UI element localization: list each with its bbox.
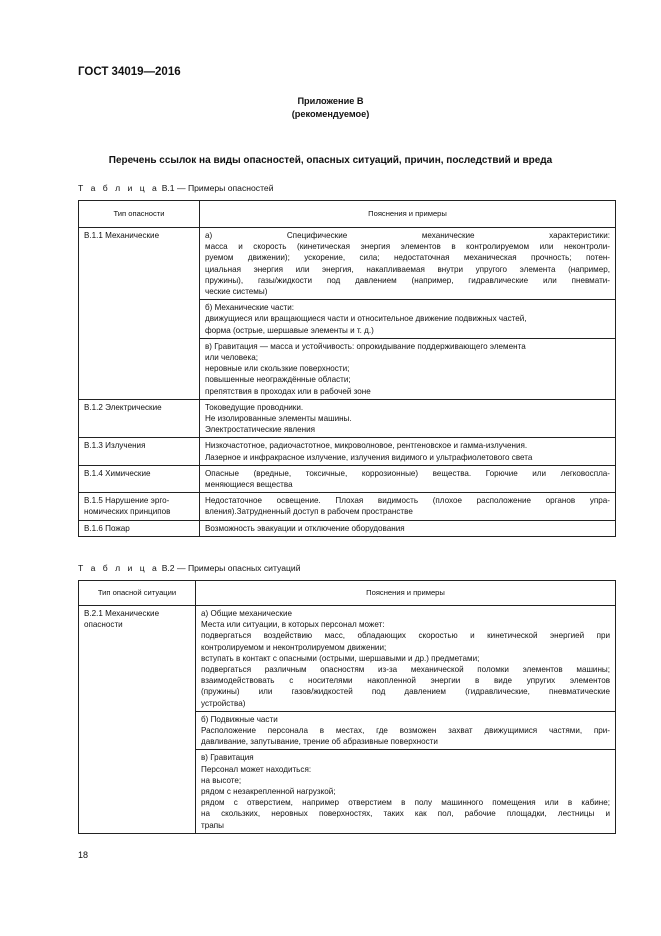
table1-caption-prefix: Т а б л и ц а xyxy=(78,183,160,193)
appendix-subtitle: (рекомендуемое) xyxy=(291,109,370,119)
main-title: Перечень ссылок на виды опасностей, опасных ситуаций, причин, последствий и вреда xyxy=(108,155,553,166)
table1-row-type: В.1.3 Излучения xyxy=(79,438,200,465)
table1-header-type: Тип опасности xyxy=(79,201,200,228)
table2-cell: а) Общие механические Места или ситуации, в которых персонал может: подвергаться воздействию масс, обладающих скоростью и кинетической энергией при контролируемом и неконтролируемом движении; вступать в контакт с опасными (острыми, шершавыми и др.) предметами; подвергаться различным опасностям из-за механической поломки элементов машины; взаимодействовать с носителями накопленной энергии в виде упругих элементов (пружины) или газов/жидкостей под давлением (гидравлические, пневматические устройства) xyxy=(196,606,616,712)
table1-cell: Токоведущие проводники. Не изолированные элементы машины. Электростатические явления xyxy=(200,399,616,438)
table2-caption-text: В.2 — Примеры опасных ситуаций xyxy=(161,563,301,573)
appendix-heading xyxy=(0,95,661,121)
table1-row-type: В.1.4 Химические xyxy=(79,465,200,492)
table1-cell: Низкочастотное, радиочастотное, микроволновое, рентгеновское и гамма-излучения. Лазерное и инфракрасное излучение, излучения видимого и ультрафиолетового света xyxy=(200,438,616,465)
table2-cell: б) Подвижные части Расположение персонала в местах, где возможен захват движущимися частями, при- давливание, запутывание, трение об абразивные поверхности xyxy=(196,711,616,750)
table2-caption-prefix: Т а б л и ц а xyxy=(78,563,160,573)
table2-row-type: В.2.1 Механические опасности xyxy=(79,606,196,834)
document-code: ГОСТ 34019—2016 xyxy=(78,66,181,78)
table2-caption xyxy=(78,563,301,573)
table2-header-explanations: Пояснения и примеры xyxy=(196,581,616,606)
table1-cell: Возможность эвакуации и отключение оборудования xyxy=(200,520,616,536)
table1-cell: Опасные (вредные, токсичные, коррозионные) вещества. Горючие или легковоспла- меняющиеся вещества xyxy=(200,465,616,492)
table1-header-explanations: Пояснения и примеры xyxy=(200,201,616,228)
table1-cell: а) Специфические механические характеристики: масса и скорость (кинетическая энергия элементов в контролируемом или неконтроли- руемом движении); ускорение, сила; недостаточная механическая прочность; потен- циальная энергия или энергия, накапливаемая внутри упругого элемента (например, пружины), газы/жидкости под давлением (например, гидравлические или пневмати- ческие системы) xyxy=(200,228,616,300)
table1-cell: Недостаточное освещение. Плохая видимость (плохое расположение органов упра- вления).Затрудненный доступ в рабочем пространстве xyxy=(200,493,616,520)
hazards-table xyxy=(78,200,616,537)
hazardous-situations-table xyxy=(78,580,616,834)
appendix-title: Приложение В xyxy=(297,96,364,106)
table1-row-type: В.1.6 Пожар xyxy=(79,520,200,536)
table2-header-type: Тип опасной ситуации xyxy=(79,581,196,606)
table2-cell: в) Гравитация Персонал может находиться: на высоте; рядом с незакрепленной нагрузкой; рядом с отверстием, например отверстием в полу машинного помещения или в кабине; на скользких, неровных поверхностях, таких как пол, рабочие площадки, лестницы и трапы xyxy=(196,750,616,833)
page-number: 18 xyxy=(78,850,89,860)
table1-cell: в) Гравитация — масса и устойчивость: опрокидывание поддерживающего элемента или человека; неровные или скользкие поверхности; повышенные неограждённые области; препятствия в проходах или в рабочей зоне xyxy=(200,338,616,399)
table1-cell: б) Механические части: движущиеся или вращающиеся части и относительное движение подвижных частей, форма (острые, шершавые элементы и т. д.) xyxy=(200,300,616,339)
table1-caption xyxy=(78,183,274,193)
table1-caption-text: В.1 — Примеры опасностей xyxy=(161,183,274,193)
table1-row-type: В.1.1 Механические xyxy=(79,228,200,400)
table1-row-type: В.1.5 Нарушение эрго- номических принципов xyxy=(79,493,200,520)
table1-row-type: В.1.2 Электрические xyxy=(79,399,200,438)
